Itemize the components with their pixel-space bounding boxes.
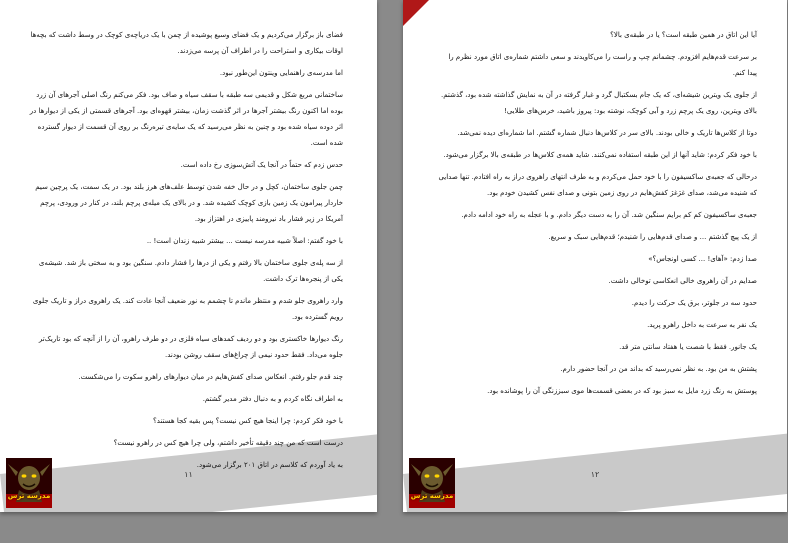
paragraph: یک نفر به سرعت به داخل راهرو پرید. (647, 321, 757, 329)
paragraph: حدود سه در جلوتر، برق یک حرکت را دیدم. (631, 299, 757, 307)
page-number: ۱۲ (590, 470, 600, 479)
paragraph: درست است که من چند دقیقه تأخیر داشتم، ولی چرا هیچ کس در راهرو نیست؟ (113, 439, 343, 447)
paragraph: از سه پله‌ی جلوی ساختمان بالا رفتم و یکی از درها را فشار دادم. سنگین بود و به سختی باز شد. شیشه‌ی یکی از پنجره‌ها ترک داشت. (38, 259, 343, 283)
right-page (403, 0, 787, 512)
paragraph: چمن جلوی ساختمان، کچل و در حال خفه شدن توسط علف‌های هرز بلند بود. در یک سمت، یک پرچین سیم خاردار پیرامون یک زمین بازی کوچک کشیده شد. و در بالای یک میله‌ی پرچم بلند، در کنار در ورودی، پرچم آمریکا در زیر فشار باد نیرومند پاییزی در اهتزاز بود. (35, 183, 343, 223)
paragraph: پوستش به رنگ زرد مایل به سبز بود که در بعضی قسمت‌ها موی سبززنگی آن را پوشانده بود. (487, 387, 757, 395)
paragraph: پشتش به من بود. به نظر نمی‌رسید که بداند من در آنجا حضور دارم. (560, 365, 757, 373)
paragraph: با خود فکر کردم: شاید آنها از این طبقه استفاده نمی‌کنند. شاید همه‌ی کلاس‌ها در طبقه‌ی بالا برگزار می‌شود. (443, 151, 757, 159)
corner-ribbon (403, 0, 429, 26)
right-page-text (437, 27, 757, 405)
goblin-mascot-icon (409, 458, 455, 508)
paragraph: اما مدرسه‌ی راهنمایی وینتون این‌طور نبود. (219, 69, 343, 77)
left-page (0, 0, 377, 512)
logo-caption: مدرسه ترس (7, 492, 51, 500)
book-logo (6, 458, 52, 508)
goblin-mascot-icon (6, 458, 52, 508)
paragraph: رنگ دیوارها خاکستری بود و دو ردیف کمدهای سیاه فلزی در دو طرف راهرو، آن را از آنچه که بود تاریک‌تر جلوه می‌داد. فقط حدود نیمی از چراغ‌های سقف روشن بودند. (38, 335, 343, 359)
paragraph: فضای باز برگزار می‌کردیم و یک فضای وسیع پوشیده از چمن با یک دریاچه‌ی کوچک در وسط داشت که بچه‌ها اوقات بیکاری و استراحت را در اطراف آن پرسه می‌زدند. (30, 31, 343, 55)
paragraph: حدس زدم که حتماً در آنجا یک آتش‌سوزی رخ داده است. (180, 161, 343, 169)
paragraph: صدا زدم: «آهای! ... کسی اونجاس؟» (648, 255, 757, 263)
paragraph: از یک پیچ گذشتم ... و صدای قدم‌هایی را شنیدم؛ قدم‌هایی سبک و سریع. (548, 233, 757, 241)
book-logo (409, 458, 455, 508)
left-page-text (28, 27, 343, 479)
paragraph: درحالی که جعبه‌ی ساکسیفون را با خود حمل می‌کردم و به طرف انتهای راهروی دراز به راه افتادم. تنها صدایی که شنیده می‌شد، صدای غژغژ کفش‌هایم در روی زمین بتونی و صدای نفس کشیدن خودم بود. (438, 173, 757, 197)
paragraph: بر سرعت قدم‌هایم افزودم. چشمانم چپ و راست را می‌کاویدند و سعی داشتم شماره‌ی اتاق مورد نظرم را پیدا کنم. (448, 53, 757, 77)
paragraph: از جلوی یک ویترین شیشه‌ای، که یک جام بسکتبال گرد و غبار گرفته در آن به نمایش گذاشته شده بود، گذشتم. بالای ویترین، روی یک پرچم زرد و آبی کوچک، نوشته بود: پیروز باشید، خرس‌های طلایی! (441, 91, 757, 115)
paragraph: به اطراف نگاه کردم و به دنبال دفتر مدیر گشتم. (202, 395, 343, 403)
logo-caption: مدرسه ترس (410, 492, 454, 500)
paragraph: دوتا از کلاس‌ها تاریک و خالی بودند. بالای سر در کلاس‌ها دنبال شماره گشتم. اما شماره‌ای دیده نمی‌شد. (457, 129, 757, 137)
paragraph: چند قدم جلو رفتم. انعکاس صدای کفش‌هایم در میان دیوارهای راهرو سکوت را می‌شکست. (78, 373, 343, 381)
paragraph: جعبه‌ی ساکسیفون کم کم برایم سنگین شد. آن را به دست دیگر دادم. و با عجله به راه خود ادامه دادم. (461, 211, 757, 219)
paragraph: وارد راهروی جلو شدم و منتظر ماندم تا چشمم به نور ضعیف آنجا عادت کند. یک راهروی دراز و تاریک جلوی رویم گسترده بود. (32, 297, 343, 321)
paragraph: یک جانور. فقط با شصت یا هفتاد سانتی متر قد. (619, 343, 757, 351)
paragraph: ساختمانی مربع شکل و قدیمی سه طبقه با سقف سیاه و صاف بود. فکر می‌کنم رنگ اصلی آجرهای آن زرد بوده اما اکنون رنگ بیشتر آجرها در اثر گذشت زمان، بیشتر قهوه‌ای بود. آجرهای قسمتی از یکی از دیوارها در اثر دوده سیاه شده بود و چنین به نظر می‌رسید که یک سایه‌ی تیره‌رنگ بر روی آن قسمت از دیوار گسترده شده است. (29, 91, 343, 147)
paragraph: به یاد آوردم که کلاسم در اتاق ۲۰۱ برگزار می‌شود. (196, 461, 343, 469)
paragraph: صدایم در آن راهروی خالی انعکاسی توخالی داشت. (608, 277, 757, 285)
paragraph: با خود گفتم: اصلاً شبیه مدرسه نیست ... بیشتر شبیه زندان است! .. (146, 237, 343, 245)
paragraph: با خود فکر کردم: چرا اینجا هیچ کس نیست؟ پس بقیه کجا هستند؟ (153, 417, 343, 425)
page-number: ۱۱ (184, 470, 193, 479)
page-curl-shadow (403, 426, 787, 512)
paragraph: آیا این اتاق در همین طبقه است؟ یا در طبقه‌ی بالا؟ (610, 31, 757, 39)
